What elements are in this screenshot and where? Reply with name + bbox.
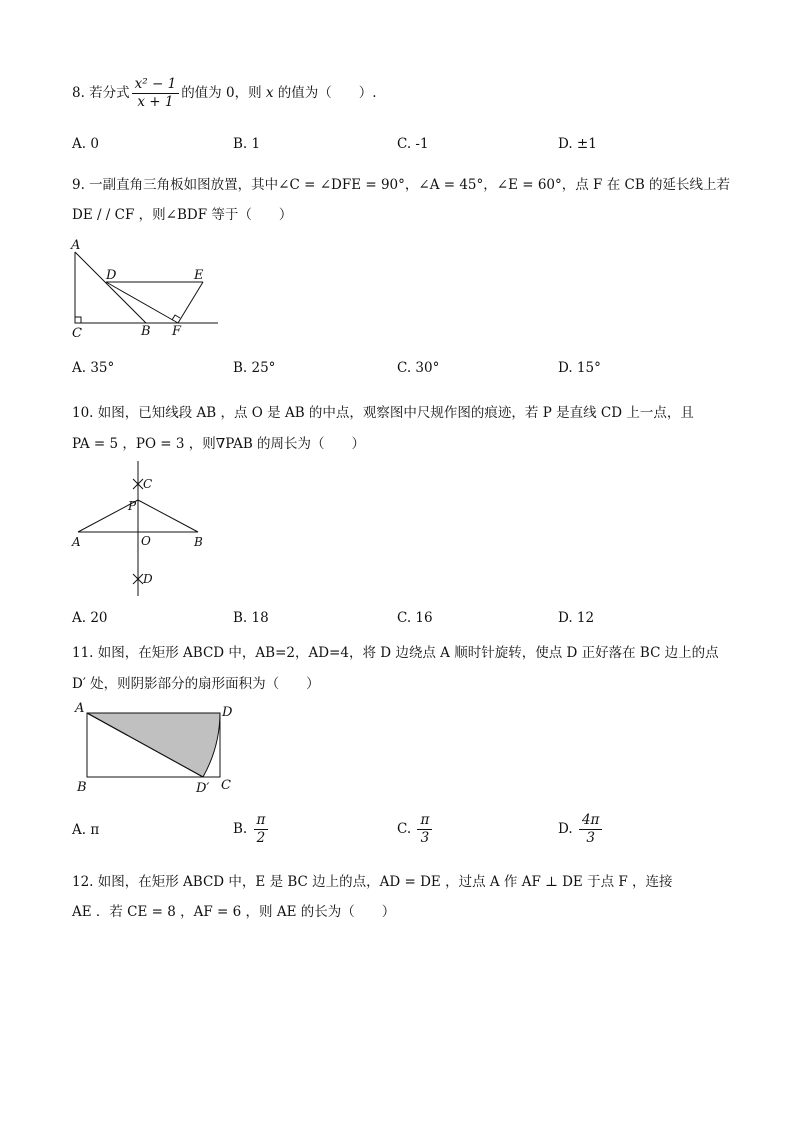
q9-line-ab (75, 252, 146, 323)
q9-option-d[interactable]: D. 15° (558, 360, 601, 376)
q11-option-a[interactable]: A. π (72, 822, 100, 838)
q8-option-c[interactable]: C. -1 (397, 136, 429, 152)
q11-label-c: C (221, 778, 231, 793)
q8-fraction-numerator: x² − 1 (132, 76, 180, 94)
q12-stem-line2: AE ．若 CE = 8 ，AF = 6 ，则 AE 的长为（ ） (72, 904, 396, 920)
q10-label-p: P (128, 499, 137, 513)
q10-line-pb (138, 500, 198, 532)
q11-option-c-fraction (417, 812, 432, 847)
q9-label-a: A (71, 238, 81, 253)
q10-stem-line1: 10. 如图，已知线段 AB ，点 O 是 AB 的中点，观察图中尺规作图的痕迹，若 P 是直线 CD 上一点，且 (72, 405, 694, 421)
q11-stem-line1: 11. 如图，在矩形 ABCD 中，AB=2，AD=4，将 D 边绕点 A 顺时针旋转，使点 D 正好落在 BC 边上的点 (72, 645, 719, 661)
q8-option-a[interactable]: A. 0 (72, 136, 99, 152)
q9-label-d: D (106, 268, 117, 283)
q9-right-angle-f (172, 315, 180, 320)
q9-right-angle-c (75, 317, 81, 323)
q11-option-d-fraction (579, 812, 602, 847)
q10-option-d[interactable]: D. 12 (558, 610, 595, 626)
q10-label-d: D (143, 572, 153, 586)
q10-stem-line2: PA = 5 ，PO = 3 ，则∇PAB 的周长为（ ） (72, 436, 366, 452)
q10-label-a: A (72, 535, 81, 549)
q11-option-c-den: 3 (420, 830, 430, 846)
q11-option-d-den: 3 (586, 830, 595, 846)
q9-option-b[interactable]: B. 25° (233, 360, 276, 376)
q9-stem-line1: 9. 一副直角三角板如图放置，其中∠C = ∠DFE = 90°，∠A = 45°，∠E = 60°，点 F 在 CB 的延长线上若 (72, 177, 731, 193)
q11-label-a: A (75, 701, 85, 716)
question-8-stem (72, 76, 377, 111)
q11-option-c[interactable] (397, 812, 434, 847)
q9-label-f: F (172, 324, 182, 339)
q9-label-e: E (194, 268, 204, 283)
q8-fraction (132, 76, 180, 111)
q10-option-a[interactable]: A. 20 (72, 610, 108, 626)
q11-option-d-prefix: D. (558, 821, 573, 837)
q12-stem-line1: 12. 如图，在矩形 ABCD 中，E 是 BC 边上的点，AD = DE ，过点 A 作 AF ⊥ DE 于点 F ，连接 (72, 874, 673, 890)
q11-option-b-num: π (254, 812, 269, 830)
q11-option-d[interactable] (558, 812, 604, 847)
q11-option-b-fraction (254, 812, 269, 847)
q11-label-d: D (222, 705, 233, 720)
q11-option-c-prefix: C. (397, 821, 412, 837)
q10-figure (68, 458, 218, 600)
q11-option-d-num: 4π (579, 812, 602, 830)
q11-label-d-prime: D′ (196, 781, 210, 796)
q10-label-c: C (143, 477, 153, 491)
q10-option-c[interactable]: C. 16 (397, 610, 433, 626)
q11-option-b-den: 2 (256, 830, 266, 846)
q8-option-d[interactable]: D. ±1 (558, 136, 597, 152)
q11-figure (70, 698, 245, 798)
q8-text-part1: 8. 若分式 (72, 85, 130, 101)
q8-fraction-denominator: x + 1 (137, 94, 174, 110)
q9-label-c: C (72, 326, 82, 341)
q11-stem-line2: D′ 处，则阴影部分的扇形面积为（ ） (72, 676, 320, 692)
q11-option-b[interactable] (233, 812, 270, 847)
q8-text-part2: 的值为 0，则 (181, 85, 262, 101)
q10-label-o: O (141, 534, 151, 548)
q9-option-c[interactable]: C. 30° (397, 360, 440, 376)
q8-text-part3: 的值为（ ）. (277, 85, 377, 101)
q9-stem-line2: DE / / CF ，则∠BDF 等于（ ） (72, 207, 293, 223)
q9-line-df (106, 282, 178, 323)
q9-label-b: B (141, 324, 151, 339)
q11-option-b-prefix: B. (233, 821, 248, 837)
q11-shaded-sector (87, 713, 220, 777)
q8-variable: x (265, 85, 274, 101)
q8-option-b[interactable]: B. 1 (233, 136, 261, 152)
q9-option-a[interactable]: A. 35° (72, 360, 115, 376)
q10-label-b: B (194, 535, 203, 549)
q9-figure (65, 234, 230, 342)
q11-option-c-num: π (417, 812, 432, 830)
q11-label-b: B (77, 780, 87, 795)
q10-option-b[interactable]: B. 18 (233, 610, 269, 626)
q9-line-ef (178, 282, 203, 323)
